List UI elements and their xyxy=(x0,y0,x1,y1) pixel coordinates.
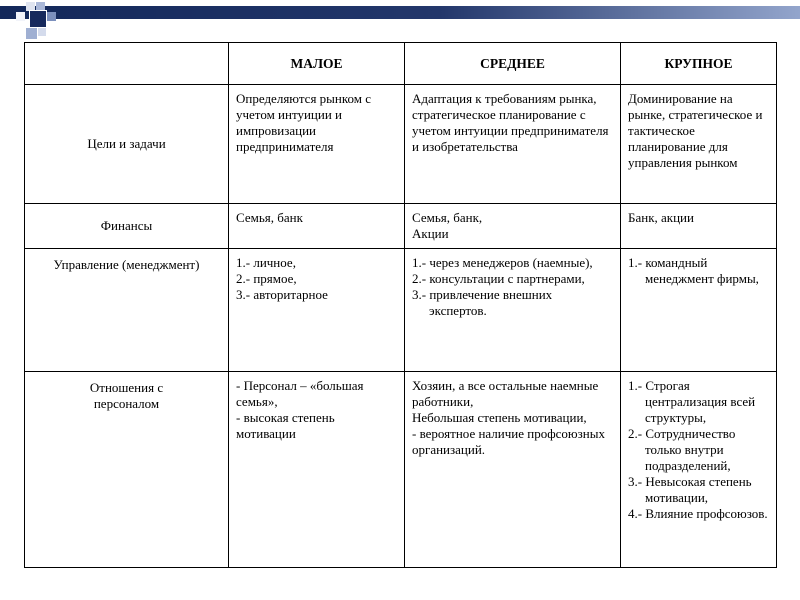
row-label-text: Отношения с персоналом xyxy=(89,380,164,411)
table-row xyxy=(25,85,777,204)
table-row xyxy=(25,249,777,372)
header-medium: СРЕДНЕЕ xyxy=(405,43,621,85)
cell-line: 3.- Невысокая степень мотивации, xyxy=(628,474,752,505)
cell-finance-small xyxy=(229,204,405,249)
cell-line: Семья, банк xyxy=(236,210,303,225)
cell-line: Семья, банк, xyxy=(412,210,483,225)
cell-finance-medium xyxy=(405,204,621,249)
cell-personnel-medium xyxy=(405,372,621,568)
ornament-square xyxy=(26,28,37,39)
cell-line: 1.- командный менеджмент фирмы, xyxy=(628,255,759,286)
cell-line: 2.- Сотрудничество только внутри подразделений, xyxy=(628,426,736,473)
cell-line: 2.- консультации с партнерами, xyxy=(412,271,585,286)
cell-line: Небольшая степень мотивации, xyxy=(412,410,587,425)
ornament-square xyxy=(36,2,45,11)
cell-personnel-small xyxy=(229,372,405,568)
cell-line: Адаптация к требованиям рынка, стратегическое планирование с учетом интуиции предпринимателя и изобретательства xyxy=(412,91,609,154)
cell-management-large xyxy=(621,249,777,372)
cell-goals-large xyxy=(621,85,777,204)
comparison-table xyxy=(24,42,777,568)
row-label-management: Управление (менеджмент) xyxy=(25,249,229,372)
cell-goals-small xyxy=(229,85,405,204)
cell-line: 3.- привлечение внешних экспертов. xyxy=(412,287,553,318)
cell-line: - вероятное наличие профсоюзных организаций. xyxy=(412,426,605,457)
banner-bar xyxy=(0,6,800,19)
cell-management-medium xyxy=(405,249,621,372)
cell-finance-large xyxy=(621,204,777,249)
table-row xyxy=(25,204,777,249)
row-label-personnel xyxy=(25,372,229,568)
cell-goals-medium xyxy=(405,85,621,204)
cell-line: Банк, акции xyxy=(628,210,694,225)
cell-line: Акции xyxy=(412,226,449,241)
table-row xyxy=(25,372,777,568)
cell-personnel-large xyxy=(621,372,777,568)
header-small: МАЛОЕ xyxy=(229,43,405,85)
ornament-square xyxy=(30,11,46,27)
header-corner-cell xyxy=(25,43,229,85)
row-label-finance: Финансы xyxy=(25,204,229,249)
cell-line: 1.- личное, xyxy=(236,255,296,270)
cell-line: Хозяин, а все остальные наемные работники, xyxy=(412,378,599,409)
cell-line: 4.- Влияние профсоюзов. xyxy=(628,506,768,521)
cell-line: 1.- Строгая централизация всей структуры, xyxy=(628,378,756,425)
cell-line: 1.- через менеджеров (наемные), xyxy=(412,255,593,270)
table-header-row xyxy=(25,43,777,85)
ornament-square xyxy=(47,12,56,21)
ornament-square xyxy=(16,12,25,21)
cell-line: 2.- прямое, xyxy=(236,271,297,286)
ornament-square xyxy=(38,28,46,36)
cell-line: Доминирование на рынке, стратегическое и тактическое планирование для управления рынком xyxy=(628,91,763,170)
cell-line: Определяются рынком с учетом интуиции и импровизации предпринимателя xyxy=(236,91,372,154)
cell-line: - Персонал – «большая семья», xyxy=(236,378,364,409)
cell-line: - высокая степень мотивации xyxy=(236,410,335,441)
ornament-square xyxy=(26,2,35,11)
cell-management-small xyxy=(229,249,405,372)
cell-line: 3.- авторитарное xyxy=(236,287,328,302)
row-label-goals: Цели и задачи xyxy=(25,85,229,204)
header-large: КРУПНОЕ xyxy=(621,43,777,85)
